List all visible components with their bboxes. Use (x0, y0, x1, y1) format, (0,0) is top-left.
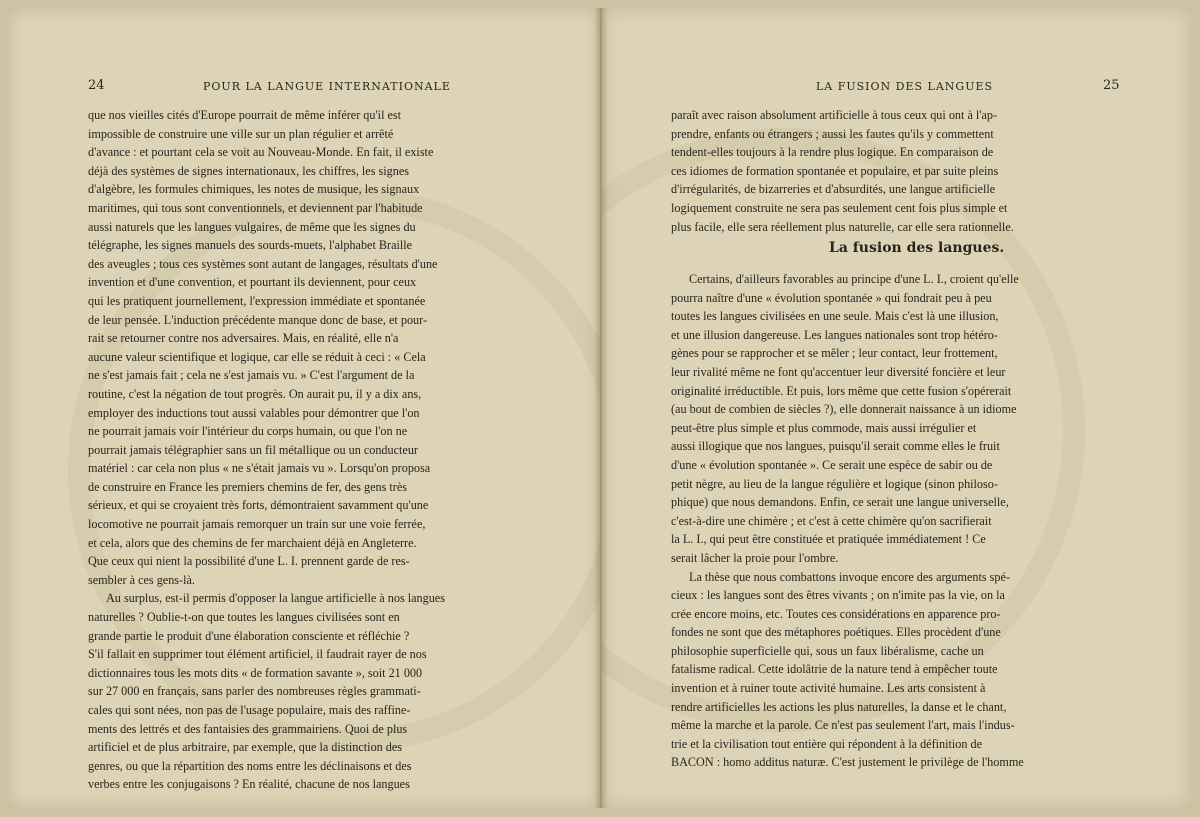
right-page-number: 25 (1103, 78, 1120, 93)
text-line: verbes entre les conjugaisons ? En réalité, chacune de nos langues (88, 777, 410, 792)
text-line: ne s'est jamais fait ; cela ne s'est jamais vu. » C'est l'argument de la (88, 368, 415, 383)
text-line: rendre artificielles les actions les plus naturelles, la danse et le chant, (671, 699, 1007, 714)
text-line: invention et à ruiner toute activité humaine. Les arts consistent à (671, 681, 986, 696)
text-line: serait lâcher la proie pour l'ombre. (671, 550, 839, 565)
text-line: aussi naturels que les langues vulgaires, de même que les signes du (88, 219, 416, 234)
text-line: plus facile, elle sera réellement plus naturelle, car elle sera rationnelle. (671, 219, 1014, 234)
text-line: et cela, alors que des chemins de fer marchaient déjà en Angleterre. (88, 535, 417, 550)
text-line: logiquement construite ne sera pas seulement cent fois plus simple et (671, 200, 1008, 215)
right-page (601, 8, 1191, 808)
text-line: locomotive ne pourrait jamais remorquer un train sur une voie ferrée, (88, 517, 426, 532)
text-line: artificiel et de plus arbitraire, par exemple, que la distinction des (88, 740, 403, 755)
text-line: qui les pratiquent journellement, l'expression immédiate et spontanée (88, 293, 426, 308)
left-page (8, 8, 601, 808)
right-running-header: LA FUSION DES LANGUES (816, 80, 994, 93)
text-line: philosophie superficielle qui, sous un faux libéralisme, cache un (671, 643, 984, 658)
text-line: sérieux, et qui se croyaient très forts, démontraient savamment qu'une (88, 498, 429, 513)
text-line: télégraphe, les signes manuels des sourds-muets, l'alphabet Braille (88, 238, 413, 253)
text-line: de construire en France les premiers chemins de fer, des gens très (88, 479, 407, 494)
text-line: paraît avec raison absolument artificielle à tous ceux qui ont à l'ap- (671, 108, 998, 122)
text-line: originalité irréductible. Et puis, lors même que cette fusion s'opérerait (671, 383, 1012, 398)
text-line: leur rivalité même ne font qu'accentuer leur diversité foncière et leur (671, 364, 1006, 379)
text-line: fondes ne sont que des métaphores poétiques. Elles procèdent d'une (671, 625, 1001, 640)
left-page-number: 24 (88, 78, 105, 93)
text-line: et une illusion dangereuse. Les langues nationales sont trop hétéro- (671, 327, 998, 342)
text-line: Au surplus, est-il permis d'opposer la langue artificielle à nos langues (106, 591, 445, 606)
text-line: matériel : car cela non plus « ne s'était jamais vu ». Lorsqu'on proposa (88, 461, 431, 476)
text-line: routine, c'est la négation de tout progrès. On aurait pu, il y a dix ans, (88, 386, 422, 401)
text-line: pourrait jamais télégraphier sans un fil métallique ou un conducteur (88, 442, 418, 457)
book-gutter (594, 8, 608, 808)
text-line: rait se retourner contre nos adversaires. Mais, en réalité, elle n'a (88, 331, 399, 346)
text-line: naturelles ? Oublie-t-on que toutes les langues civilisées sont en (88, 610, 400, 625)
text-line: aucune valeur scientifique et logique, car elle se réduit à ceci : « Cela (88, 349, 426, 364)
text-line: trie et la civilisation tout entière qui répondent à la définition de (671, 736, 983, 751)
text-line: BACON : homo additus naturæ. C'est justement le privilège de l'homme (671, 755, 1024, 770)
text-line: sur 27 000 en français, sans parler des nombreuses règles grammati- (88, 684, 421, 699)
text-line: d'irrégularités, de bizarreries et d'absurdités, une langue artificielle (671, 182, 996, 197)
text-line: ne pourrait jamais voir l'intérieur du corps humain, ou que l'on ne (88, 424, 408, 439)
text-line: ces idiomes de formation spontanée et populaire, et par suite pleins (671, 163, 999, 178)
text-line: ments des lettrés et des fantaisies des grammairiens. Quoi de plus (88, 721, 408, 736)
text-line: gènes pour se rapprocher et se mêler ; leur contact, leur frottement, (671, 346, 998, 361)
text-line: la L. I., qui peut être constituée et pratiquée immédiatement ! Ce (671, 532, 986, 547)
right-body-text-bottom (671, 270, 1117, 772)
text-line: des aveugles ; tous ces systèmes sont autant de langages, résultats d'une (88, 256, 438, 271)
text-line: genres, ou que la répartition des noms entre les déclinaisons et des (88, 758, 412, 773)
text-line: maritimes, qui tous sont conventionnels, et deviennent par l'habitude (88, 200, 423, 215)
text-line: d'une « évolution spontanée ». Ce serait une espèce de sabir ou de (671, 457, 993, 472)
text-line: Que ceux qui nient la possibilité d'une L. I. prennent garde de res- (88, 554, 410, 569)
text-line: aussi illogique que nos langues, puisqu'il serait comme elles le fruit (671, 439, 1000, 454)
text-line: sembler à ces gens-là. (88, 572, 195, 587)
text-line: pourra naître d'une « évolution spontanée » qui fondrait peu à peu (671, 290, 992, 305)
text-line: tendent-elles toujours à la rendre plus logique. En comparaison de (671, 145, 994, 160)
text-line: Certains, d'ailleurs favorables au principe d'une L. I., croient qu'elle (689, 272, 1019, 286)
text-line: crée encore moins, etc. Toutes ces considérations en apparence pro- (671, 606, 1001, 621)
text-line: fatalisme radical. Cette idolâtrie de la nature tend à empêcher toute (671, 662, 998, 677)
text-line: que nos vieilles cités d'Europe pourrait de même inférer qu'il est (88, 108, 402, 122)
text-line: déjà des systèmes de signes internationaux, les chiffres, les signes (88, 163, 409, 178)
section-heading: La fusion des langues. (829, 240, 1005, 256)
text-line: grande partie le produit d'une élaboration consciente et réfléchie ? (88, 628, 410, 643)
text-line: S'il fallait en supprimer tout élément artificiel, il faudrait rayer de nos (88, 647, 427, 662)
text-line: d'algèbre, les formules chimiques, les notes de musique, les signaux (88, 182, 420, 197)
text-line: cieux : les langues sont des êtres vivants ; on n'imite pas la vie, on la (671, 588, 1005, 603)
left-body-text (88, 106, 538, 794)
text-line: (au bout de combien de siècles ?), elle donnerait naissance à un idiome (671, 402, 1017, 417)
text-line: cales qui sont nées, non pas de l'usage populaire, mais des raffine- (88, 703, 411, 717)
text-line: prendre, enfants ou étrangers ; aussi les fautes qu'ils y commettent (671, 126, 994, 141)
text-line: invention et d'une convention, et pourtant ils deviennent, pour ceux (88, 275, 417, 290)
text-line: peut-être plus simple et plus commode, mais aussi irrégulier et (671, 420, 977, 435)
text-line: d'avance : et pourtant cela se voit au Nouveau-Monde. En fait, il existe (88, 145, 434, 160)
right-body-text-top (671, 106, 1117, 236)
left-running-header: POUR LA LANGUE INTERNATIONALE (203, 80, 451, 93)
text-line: employer des inductions tout aussi valables pour démontrer que l'on (88, 405, 420, 420)
text-line: petit nègre, au lieu de la langue régulière et logique (sinon philoso- (671, 476, 998, 491)
text-line: même la marche et la parole. Ce n'est pas seulement l'art, mais l'indus- (671, 718, 1015, 733)
text-line: toutes les langues civilisées en une seule. Mais c'est là une illusion, (671, 309, 999, 324)
text-line: impossible de construire une ville sur un plan régulier et arrêté (88, 126, 394, 141)
text-line: La thèse que nous combattons invoque encore des arguments spé- (689, 569, 1010, 584)
text-line: de leur pensée. L'induction précédente manque donc de base, et pour- (88, 312, 428, 327)
text-line: phique) que nous demandons. Enfin, ce serait une langue universelle, (671, 495, 1009, 510)
text-line: dictionnaires tous les mots dits « de formation savante », soit 21 000 (88, 665, 423, 680)
text-line: c'est-à-dire une chimère ; et c'est à cette chimère qu'on sacrifierait (671, 513, 992, 528)
